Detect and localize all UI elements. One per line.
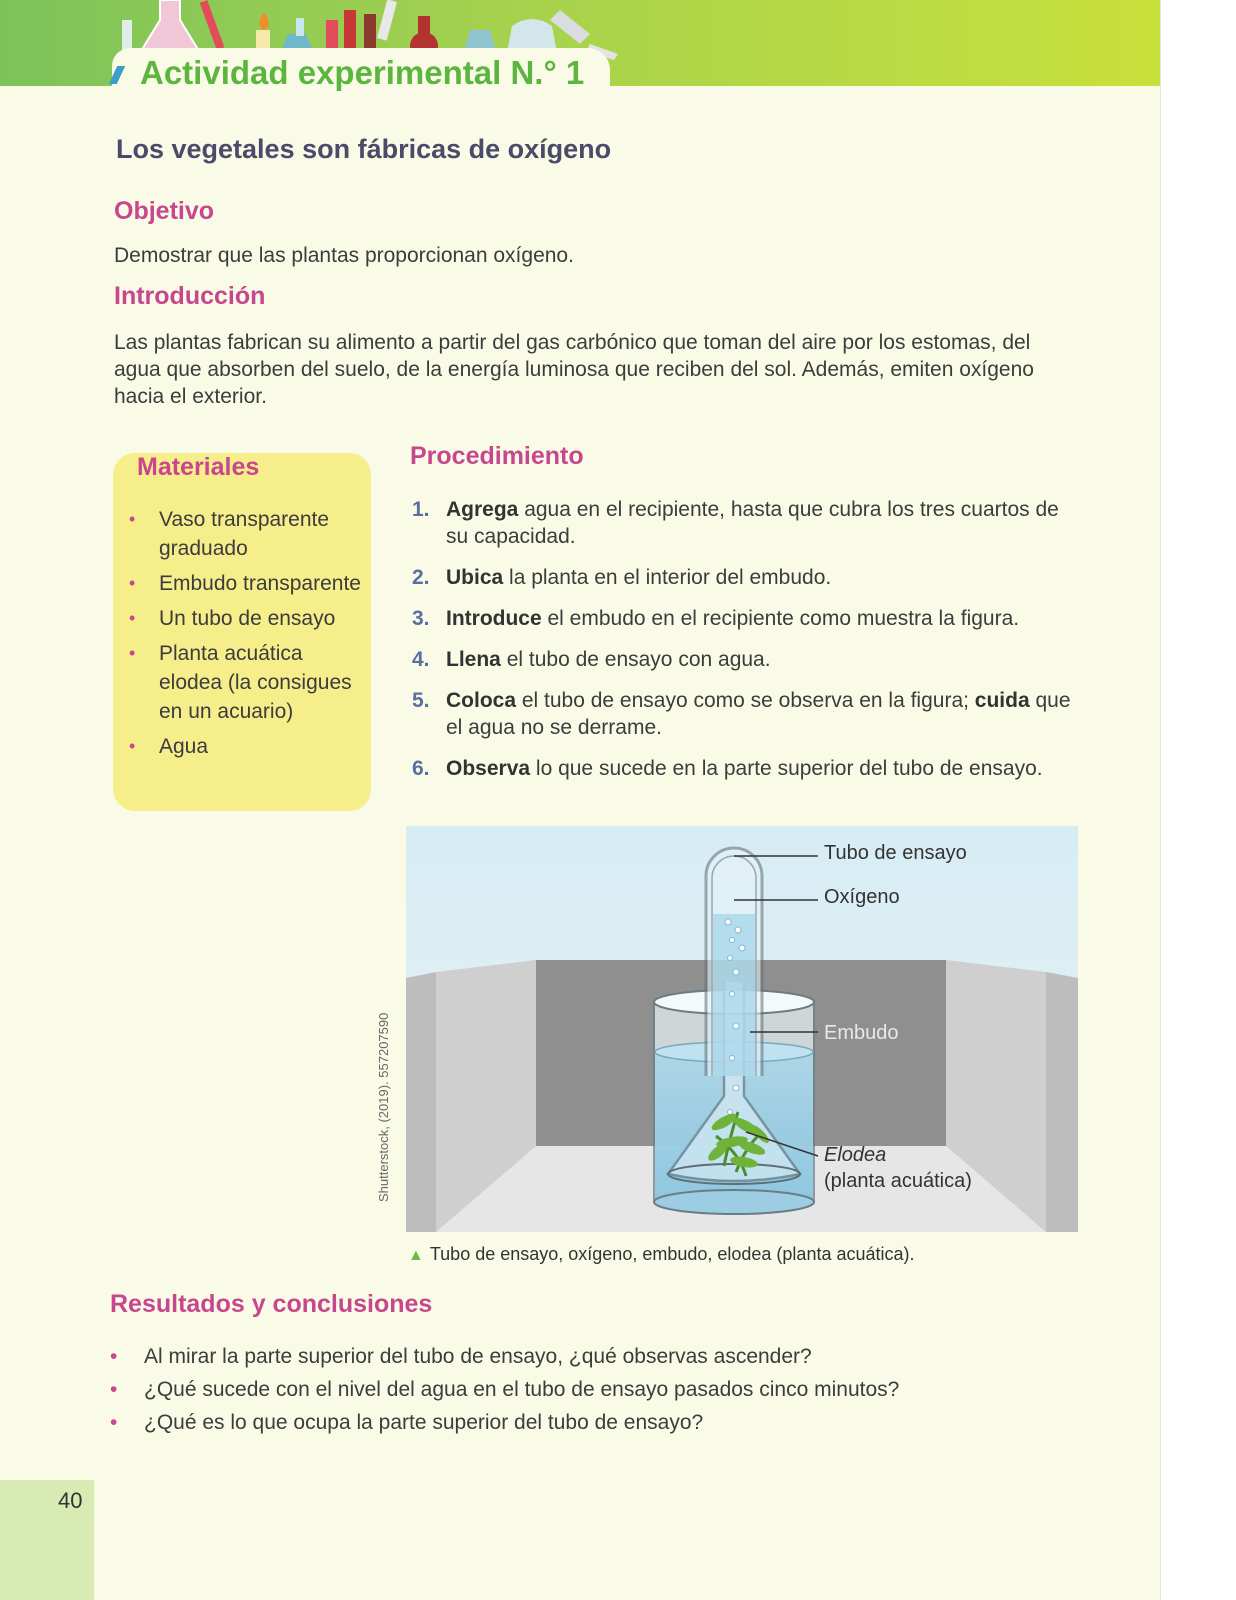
intro-line: hacia el exterior. [114,385,267,408]
procedure-step [410,646,1080,673]
list-item: • Al mirar la parte superior del tubo de ensayo, ¿qué observas ascender? [110,1344,1070,1370]
step-verb: Observa [446,757,531,780]
step-verb: Llena [446,648,501,671]
label-tubo-de-ensayo: Tubo de ensayo [824,842,967,864]
list-item: • Vaso transparente graduado [113,505,371,563]
step-number: 1. [412,498,430,521]
procedure-list [410,496,1080,796]
step-verb: Introduce [446,607,542,630]
introduccion-text [114,329,1074,410]
step-text: el tubo de ensayo con agua. [500,648,771,671]
step-text: el tubo de ensayo como se observa en la figura; [516,689,975,712]
procedure-step [410,564,1080,591]
label-oxigeno: Oxígeno [824,886,900,908]
list-item: • Un tubo de ensayo [113,604,371,633]
experiment-figure [406,826,1078,1232]
step-verb: cuida [974,689,1030,712]
step-text: lo que sucede en la parte superior del tubo de ensayo. [530,757,1043,780]
step-verb: Coloca [446,689,517,712]
resultados-heading: Resultados y conclusiones [110,1290,433,1318]
materials-list [113,505,371,767]
step-number: 4. [412,648,430,671]
page-number: 40 [58,1488,83,1513]
procedure-step [410,687,1080,741]
step-text: la planta en el interior del embudo. [503,566,832,589]
introduccion-heading: Introducción [114,282,266,310]
objetivo-text: Demostrar que las plantas proporcionan oxígeno. [114,244,574,267]
step-number: 2. [412,566,430,589]
step-text: el embudo en el recipiente como muestra la figura. [541,607,1020,630]
intro-line: Las plantas fabrican su alimento a partir del gas carbónico que toman del aire por los estomas, del [114,331,1031,354]
step-verb: Ubica [446,566,504,589]
step-number: 5. [412,689,430,712]
caption-text: Tubo de ensayo, oxígeno, embudo, elodea (planta acuática). [429,1244,915,1264]
procedimiento-heading: Procedimiento [410,442,584,470]
page-margin [1160,0,1236,1600]
caption-triangle-icon: ▲ [408,1247,424,1264]
list-item: • Embudo transparente [113,569,371,598]
activity-title: Actividad experimental N.° 1 [140,54,585,91]
procedure-step [410,755,1080,782]
step-verb: Agrega [446,498,519,521]
label-elodea: Elodea [824,1144,887,1166]
experiment-illustration [406,826,1078,1232]
intro-line: agua que absorben del suelo, de la energía luminosa que reciben del sol. Además, emiten oxígeno [114,358,1034,381]
list-item: • Planta acuática elodea (la consigues en un acuario) [113,639,371,726]
step-number: 3. [412,607,430,630]
list-item: • Agua [113,732,371,761]
step-number: 6. [412,757,430,780]
materials-box [113,453,371,811]
materiales-heading: Materiales [137,453,260,481]
page-title: Los vegetales son fábricas de oxígeno [116,134,612,164]
label-planta-acuatica: (planta acuática) [824,1170,972,1192]
objetivo-heading: Objetivo [114,197,215,225]
step-text: que el agua no se derrame. [446,689,1071,739]
label-embudo: Embudo [824,1022,899,1044]
procedure-step [410,605,1080,632]
list-item: • ¿Qué es lo que ocupa la parte superior del tubo de ensayo? [110,1410,1070,1436]
procedure-step [410,496,1080,550]
figure-caption [408,1244,915,1265]
results-list [110,1344,1070,1443]
step-text: agua en el recipiente, hasta que cubra los tres cuartos de su capacidad. [446,498,1059,548]
image-credit: Shutterstock, (2019). 557207590 [376,1012,391,1202]
list-item: • ¿Qué sucede con el nivel del agua en el tubo de ensayo pasados cinco minutos? [110,1377,1070,1403]
